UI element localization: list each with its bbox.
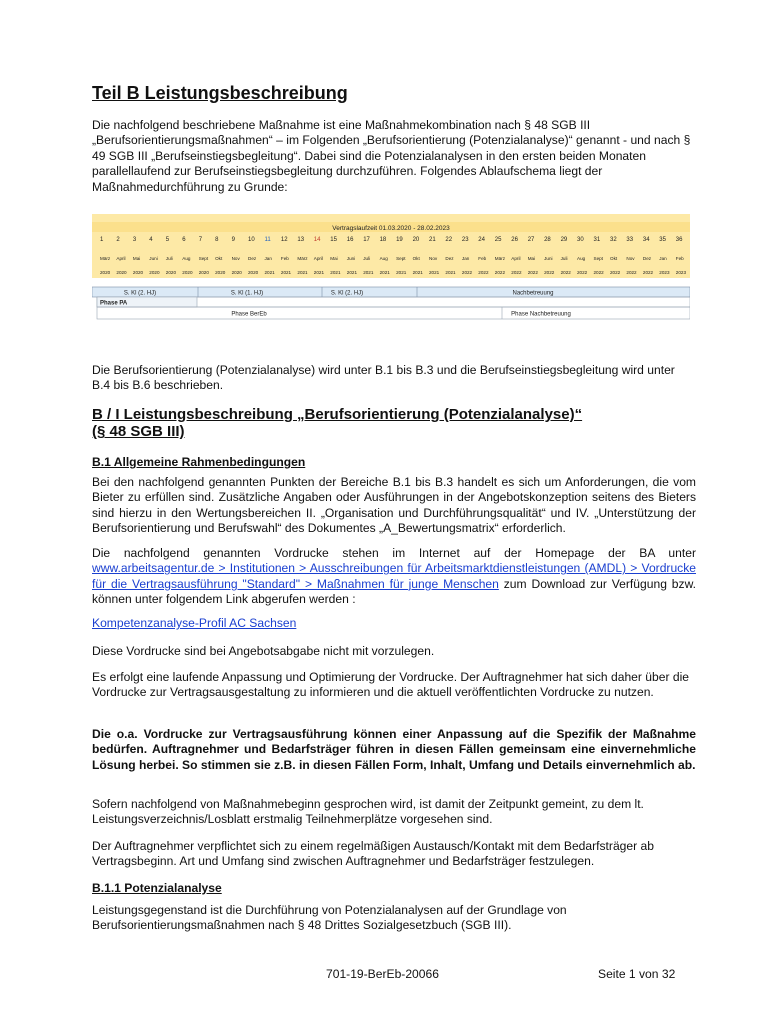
massnahmebeginn-paragraph: Sofern nachfolgend von Maßnahmebeginn gesprochen wird, ist damit der Zeitpunkt gemeint, zu dem lt. Leistungsverzeichnis/Losblatt erstmalig Teilnehmerplätze vorgesehen sind. (92, 797, 644, 827)
num-cell: 1 (100, 237, 104, 243)
year-cell: 2021 (330, 270, 341, 275)
month-cell: Juni (544, 256, 553, 261)
num-cell: 28 (544, 237, 551, 243)
year-cell: 2022 (461, 270, 473, 275)
year-cell: 2021 (363, 270, 374, 275)
year-cell: 2022 (544, 270, 555, 275)
num-cell: 18 (379, 237, 387, 243)
num-cell: 24 (478, 237, 485, 243)
num-cell: 12 (280, 237, 288, 243)
year-cell: 2022 (610, 270, 621, 275)
vordrucke-paragraph: Diese Vordrucke sind bei Angebotsabgabe nicht mit vorzulegen. (92, 644, 435, 658)
num-cell: 11 (264, 237, 271, 243)
austausch-paragraph: Der Auftragnehmer verpflichtet sich zu einem regelmäßigen Austausch/Kontakt mit dem Bedarfsträger ab Vertragsbeginn. Art und Umfang sind zwischen Auftragnehmer und Bedarfsträger festzulegen. (92, 839, 654, 869)
num-cell: 19 (396, 237, 403, 243)
num-cell: 31 (593, 237, 601, 243)
month-cell: Okt (610, 256, 618, 261)
year-cell: 2022 (593, 270, 604, 275)
year-cell: 2022 (626, 270, 637, 275)
year-cell: 2022 (527, 270, 538, 275)
num-cell: 22 (445, 237, 453, 243)
month-cell: Nov (231, 256, 240, 261)
year-cell: 2022 (478, 270, 489, 275)
num-cell: 3 (132, 237, 137, 243)
month-cell: Mai (527, 256, 536, 261)
month-cell: Dez (248, 256, 257, 261)
month-cell: Juni (346, 256, 356, 261)
month-cell: Jan (264, 256, 272, 261)
month-cell: Aug (379, 256, 388, 261)
bold-paragraph: Die o.a. Vordrucke zur Vertragsausführung können einer Anpassung auf die Spezifik der Maßnahme bedürfen. Auftragnehmer und Bedarfsträger führen in diesen Fällen gemeinsam eine einvernehmliche Lösung herbei. So stimmen sie z.B. in diesen Fällen Form, Inhalt, Umfang und Details einvernehmlich ab. (92, 727, 696, 772)
num-cell: 25 (494, 237, 502, 243)
year-cell: 2022 (642, 270, 654, 275)
month-cell: Okt (215, 256, 223, 261)
month-cell: Feb (675, 256, 684, 261)
month-cell: Juni (149, 256, 158, 261)
kompetenzanalyse-link[interactable]: Kompetenzanalyse-Profil AC Sachsen (92, 616, 297, 630)
month-cell: Dez (642, 256, 652, 261)
num-cell: 17 (363, 237, 370, 243)
month-cell: Sept (593, 256, 603, 261)
num-cell: 8 (215, 237, 219, 243)
num-cell: 9 (231, 237, 235, 243)
num-cell: 30 (577, 237, 584, 243)
num-cell: 32 (610, 237, 617, 243)
gegenstand-paragraph: Leistungsgegenstand ist die Durchführung von Potenzialanalysen auf der Grundlage von Berufsorientierungsmaßnahmen nach § 48 Drittes Sozialgesetzbuch (SGB III). (92, 903, 567, 933)
kompetenz-link-paragraph (92, 616, 696, 631)
month-cell: Juli (165, 256, 173, 261)
year-cell: 2023 (659, 270, 670, 275)
month-cell: April (116, 256, 126, 261)
year-cell: 2020 (116, 270, 127, 275)
month-cell: Mai (132, 256, 141, 261)
phase-bereb-label: Phase BerEb (231, 311, 267, 318)
intro-paragraph: Die nachfolgend beschriebene Maßnahme ist eine Maßnahmekombination nach § 48 SGB III „Berufsorientierungsmaßnahmen“ – im Folgenden „Berufsorientierung (Potenzialanalyse)“ genannt - und nach § 49 SGB III „Berufseinstiegsbegleitung“. Dabei sind die Potenzialanalysen in den ersten beiden Monaten parallellaufend zur Berufseinstiegsbegleitung durchzuführen. Folgendes Ablaufschema liegt der Maßnahmedurchführung zu Grunde: (92, 118, 691, 194)
num-cell: 10 (248, 237, 255, 243)
page-title: Teil B Leistungsbeschreibung (92, 83, 348, 103)
year-cell: 2022 (511, 270, 522, 275)
year-cell: 2021 (412, 270, 423, 275)
year-cell: 2020 (215, 270, 226, 275)
month-cell: Feb (280, 256, 289, 261)
month-cell: Jan (659, 256, 667, 261)
month-cell: Juli (560, 256, 568, 261)
month-cell: Nov (429, 256, 438, 261)
section-heading-line2: (§ 48 SGB III) (92, 423, 185, 440)
num-cell: 33 (626, 237, 634, 243)
phase-nachbetreuung-label: Phase Nachbetreuung (511, 311, 571, 318)
year-cell: 2020 (198, 270, 209, 275)
b1-p2-text-post: zum Download zur Verfügung bzw. können unter folgendem Link abgerufen werden : (92, 576, 696, 607)
num-cell: 20 (412, 237, 420, 243)
year-cell: 2022 (560, 270, 571, 275)
year-cell: 2022 (577, 270, 588, 275)
phase-bar (92, 287, 690, 297)
year-cell: 2021 (445, 270, 456, 275)
year-cell: 2020 (149, 270, 160, 275)
b1-heading: B.1 Allgemeine Rahmenbedingungen (92, 455, 306, 469)
b1-paragraph-2 (92, 546, 696, 608)
num-cell: 2 (116, 237, 120, 243)
year-cell: 2020 (132, 270, 144, 275)
num-cell: 34 (642, 237, 650, 243)
summary-paragraph: Die Berufsorientierung (Potenzialanalyse) wird unter B.1 bis B.3 und die Berufseinstiegsbegleitung wird unter B.4 bis B.6 beschrieben. (92, 363, 675, 393)
month-cell: Aug (577, 256, 586, 261)
b1-paragraph-1: Bei den nachfolgend genannten Punkten der Bereiche B.1 bis B.3 handelt es sich um Anforderungen, die vom Bieter zu erfüllen sind. Zusätzliche Angaben oder Ausführungen in der Angebotskonzeption seitens des Bieters sind hierzu in den Wertungsbereichen II. „Organisation und Durchführungsqualität“ und IV. „Unterstützung der Berufsorientierung und Berufswahl“ des Dokumentes „A_Bewertungsmatrix“ erforderlich. (92, 475, 696, 536)
year-cell: 2023 (675, 270, 687, 275)
b1-p2-text: Die nachfolgend genannten Vordrucke stehen im Internet auf der Homepage der BA unter (92, 546, 696, 560)
num-cell: 35 (659, 237, 666, 243)
schedule-grid (92, 208, 690, 330)
phase-label: Nachbetreuung (512, 290, 554, 297)
num-cell: 4 (149, 237, 153, 243)
month-cell: Feb (478, 256, 487, 261)
phase-label: S. Kl (2. HJ) (330, 290, 364, 297)
b11-heading: B.1.1 Potenzialanalyse (92, 881, 222, 895)
num-cell: 16 (346, 237, 354, 243)
num-cell: 27 (527, 237, 535, 243)
month-cell: Sept (396, 256, 406, 261)
month-cell: Juli (363, 256, 371, 261)
year-cell: 2022 (494, 270, 506, 275)
num-cell: 5 (165, 237, 170, 243)
anpassung-paragraph: Es erfolgt eine laufende Anpassung und Optimierung der Vordrucke. Der Auftragnehmer hat sich daher über die Vordrucke zur Vertragsausgestaltung zu informieren und die aktuell veröffentlichten Vordrucke zu nutzen. (92, 670, 689, 700)
arbeitsagentur-link[interactable]: www.arbeitsagentur.de > Institutionen > Ausschreibungen für Arbeitsmarktdienstleistungen (AMDL) > Vordrucke für die Vertragsausführung "Standard" > Maßnahmen für junge Menschen (92, 561, 696, 591)
num-cell: 7 (198, 237, 203, 243)
year-cell: 2020 (165, 270, 177, 275)
month-cell: April (511, 256, 521, 261)
num-cell: 36 (675, 237, 683, 243)
section-heading-line1: B / I Leistungsbeschreibung „Berufsorientierung (Potenzialanalyse)“ (92, 406, 583, 423)
section-heading (92, 406, 712, 440)
page-number: Seite 1 von 32 (598, 967, 676, 981)
month-cell: April (313, 256, 324, 261)
contract-label: Vertragslaufzeit 01.03.2020 - 28.02.2023 (332, 225, 450, 232)
month-cell: März (494, 256, 506, 261)
month-cell: Dez (445, 256, 454, 261)
year-cell: 2021 (396, 270, 407, 275)
month-cell: Jan (461, 256, 470, 261)
num-cell: 6 (182, 237, 186, 243)
num-cell: 21 (429, 237, 436, 243)
num-cell: 15 (330, 237, 337, 243)
month-cell: März (100, 256, 111, 261)
year-cell: 2021 (297, 270, 308, 275)
document-code: 701-19-BerEb-20066 (326, 967, 439, 981)
year-cell: 2021 (313, 270, 325, 275)
year-cell: 2021 (280, 270, 292, 275)
year-cell: 2020 (100, 270, 111, 275)
year-cell: 2020 (231, 270, 242, 275)
num-cell: 14 (313, 237, 321, 243)
year-cell: 2021 (379, 270, 390, 275)
month-cell: März (297, 256, 308, 261)
month-cell: Mai (330, 256, 338, 261)
num-cell: 29 (560, 237, 568, 243)
phase-label: S. Kl (2. HJ) (123, 290, 157, 297)
year-cell: 2020 (248, 270, 259, 275)
year-cell: 2021 (264, 270, 275, 275)
year-cell: 2021 (429, 270, 440, 275)
month-cell: Aug (182, 256, 191, 261)
schedule-table (92, 208, 690, 330)
month-cell: Sept (198, 256, 209, 261)
num-cell: 13 (297, 237, 305, 243)
year-cell: 2020 (182, 270, 193, 275)
month-cell: Okt (412, 256, 420, 261)
num-cell: 26 (511, 237, 518, 243)
num-cell: 23 (461, 237, 469, 243)
phase-bereb-row (97, 307, 690, 319)
phase-label: S. Kl (1. HJ) (230, 290, 264, 297)
phase-pa-label: Phase PA (100, 300, 128, 307)
month-cell: Nov (626, 256, 635, 261)
year-cell: 2021 (346, 270, 358, 275)
